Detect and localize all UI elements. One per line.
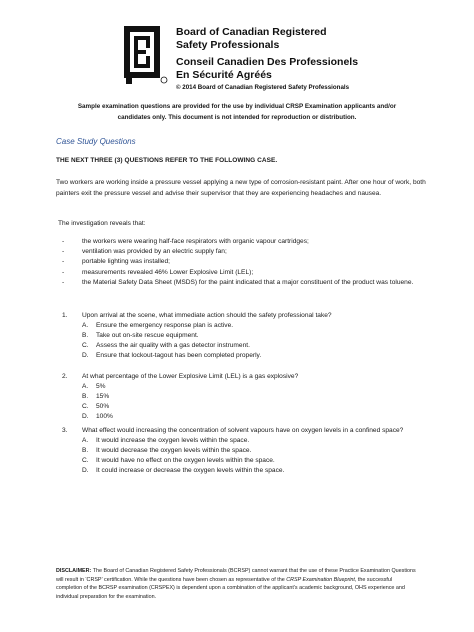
answer-option: A. 5%	[82, 383, 106, 390]
question-stem: What effect would increasing the concentration of solvent vapours have on oxygen levels in a confined space?	[82, 427, 404, 434]
list-item: - ventilation was provided by an electric supply fan;	[62, 248, 227, 256]
disclaimer: DISCLAIMER: The Board of Canadian Registered Safety Professionals (BCRSP) cannot warrant that the use of these Practice Examination Questions will result in ‘CRSP’ certification. While the questions have been chosen as representative of the CRSP Examination Blueprint, the successful completion of the BCRSP examination (CRSPEX) is dependent upon a combination of the applicant’s academic background, OHS experience and individual preparation for the examination.	[56, 568, 416, 600]
answer-option: C. Assess the air quality with a gas detector instrument.	[82, 342, 250, 349]
org-name-english	[176, 26, 327, 52]
answer-options	[62, 321, 428, 361]
answer-option: C. It would have no effect on the oxygen levels within the space.	[82, 457, 275, 464]
answer-option: C. 50%	[82, 403, 110, 410]
findings-list	[62, 237, 428, 288]
answer-option: D. It could increase or decrease the oxygen levels within the space.	[82, 467, 285, 474]
usage-notice: Sample examination questions are provided for the use by individual CRSP Examination applicants and/or candidates only. This document is not intended for reproduction or distribution.	[77, 103, 397, 121]
answer-option: B. It would decrease the oxygen levels within the space.	[82, 447, 252, 454]
question-1	[62, 311, 428, 361]
copyright-line: © 2014 Board of Canadian Registered Safety Professionals	[176, 84, 350, 91]
answer-option: B. Take out on-site rescue equipment.	[82, 332, 199, 339]
section-title: Case Study Questions	[56, 137, 136, 146]
bcrsp-logo	[124, 26, 168, 84]
case-lead-heading: THE NEXT THREE (3) QUESTIONS REFER TO THE FOLLOWING CASE.	[56, 157, 278, 164]
org-name-fr-line2: En Sécurité Agréés	[176, 69, 272, 81]
list-item: - measurements revealed 46% Lower Explosive Limit (LEL);	[62, 268, 254, 276]
question-stem: At what percentage of the Lower Explosive Limit (LEL) is a gas explosive?	[82, 373, 299, 380]
org-name-en-line1: Board of Canadian Registered	[176, 26, 327, 38]
case-description: Two workers are working inside a pressure vessel applying a new type of corrosion-resistant paint. After one hour of work, both painters exit the pressure vessel and advise their supervisor that they are experiencing headaches and nausea.	[56, 179, 426, 197]
list-item: - the Material Safety Data Sheet (MSDS) for the paint indicated that a major constituent of the product was toluene.	[62, 278, 414, 286]
question-number: 2.	[62, 373, 68, 380]
answer-option: A. Ensure the emergency response plan is active.	[82, 322, 234, 329]
answer-option: A. It would increase the oxygen levels within the space.	[82, 437, 250, 444]
question-number: 1.	[62, 312, 68, 319]
answer-option: D. 100%	[82, 413, 113, 420]
answer-options	[62, 382, 428, 422]
question-number: 3.	[62, 427, 68, 434]
list-item: - the workers were wearing half-face respirators with organic vapour cartridges;	[62, 238, 309, 245]
answer-option: B. 15%	[82, 393, 110, 400]
org-name-fr-line1: Conseil Canadien Des Professionels	[176, 56, 359, 68]
org-name-en-line2: Safety Professionals	[176, 39, 280, 51]
answer-options	[62, 436, 428, 476]
investigation-intro: The investigation reveals that:	[58, 220, 146, 227]
question-3	[62, 426, 428, 476]
org-name-french	[176, 56, 358, 82]
question-stem: Upon arrival at the scene, what immediate action should the safety professional take?	[82, 312, 332, 319]
question-2	[62, 372, 428, 422]
answer-option: D. Ensure that lockout-tagout has been completed properly.	[82, 352, 262, 359]
list-item: - portable lighting was installed;	[62, 258, 170, 266]
disclaimer-label: DISCLAIMER:	[56, 568, 92, 574]
